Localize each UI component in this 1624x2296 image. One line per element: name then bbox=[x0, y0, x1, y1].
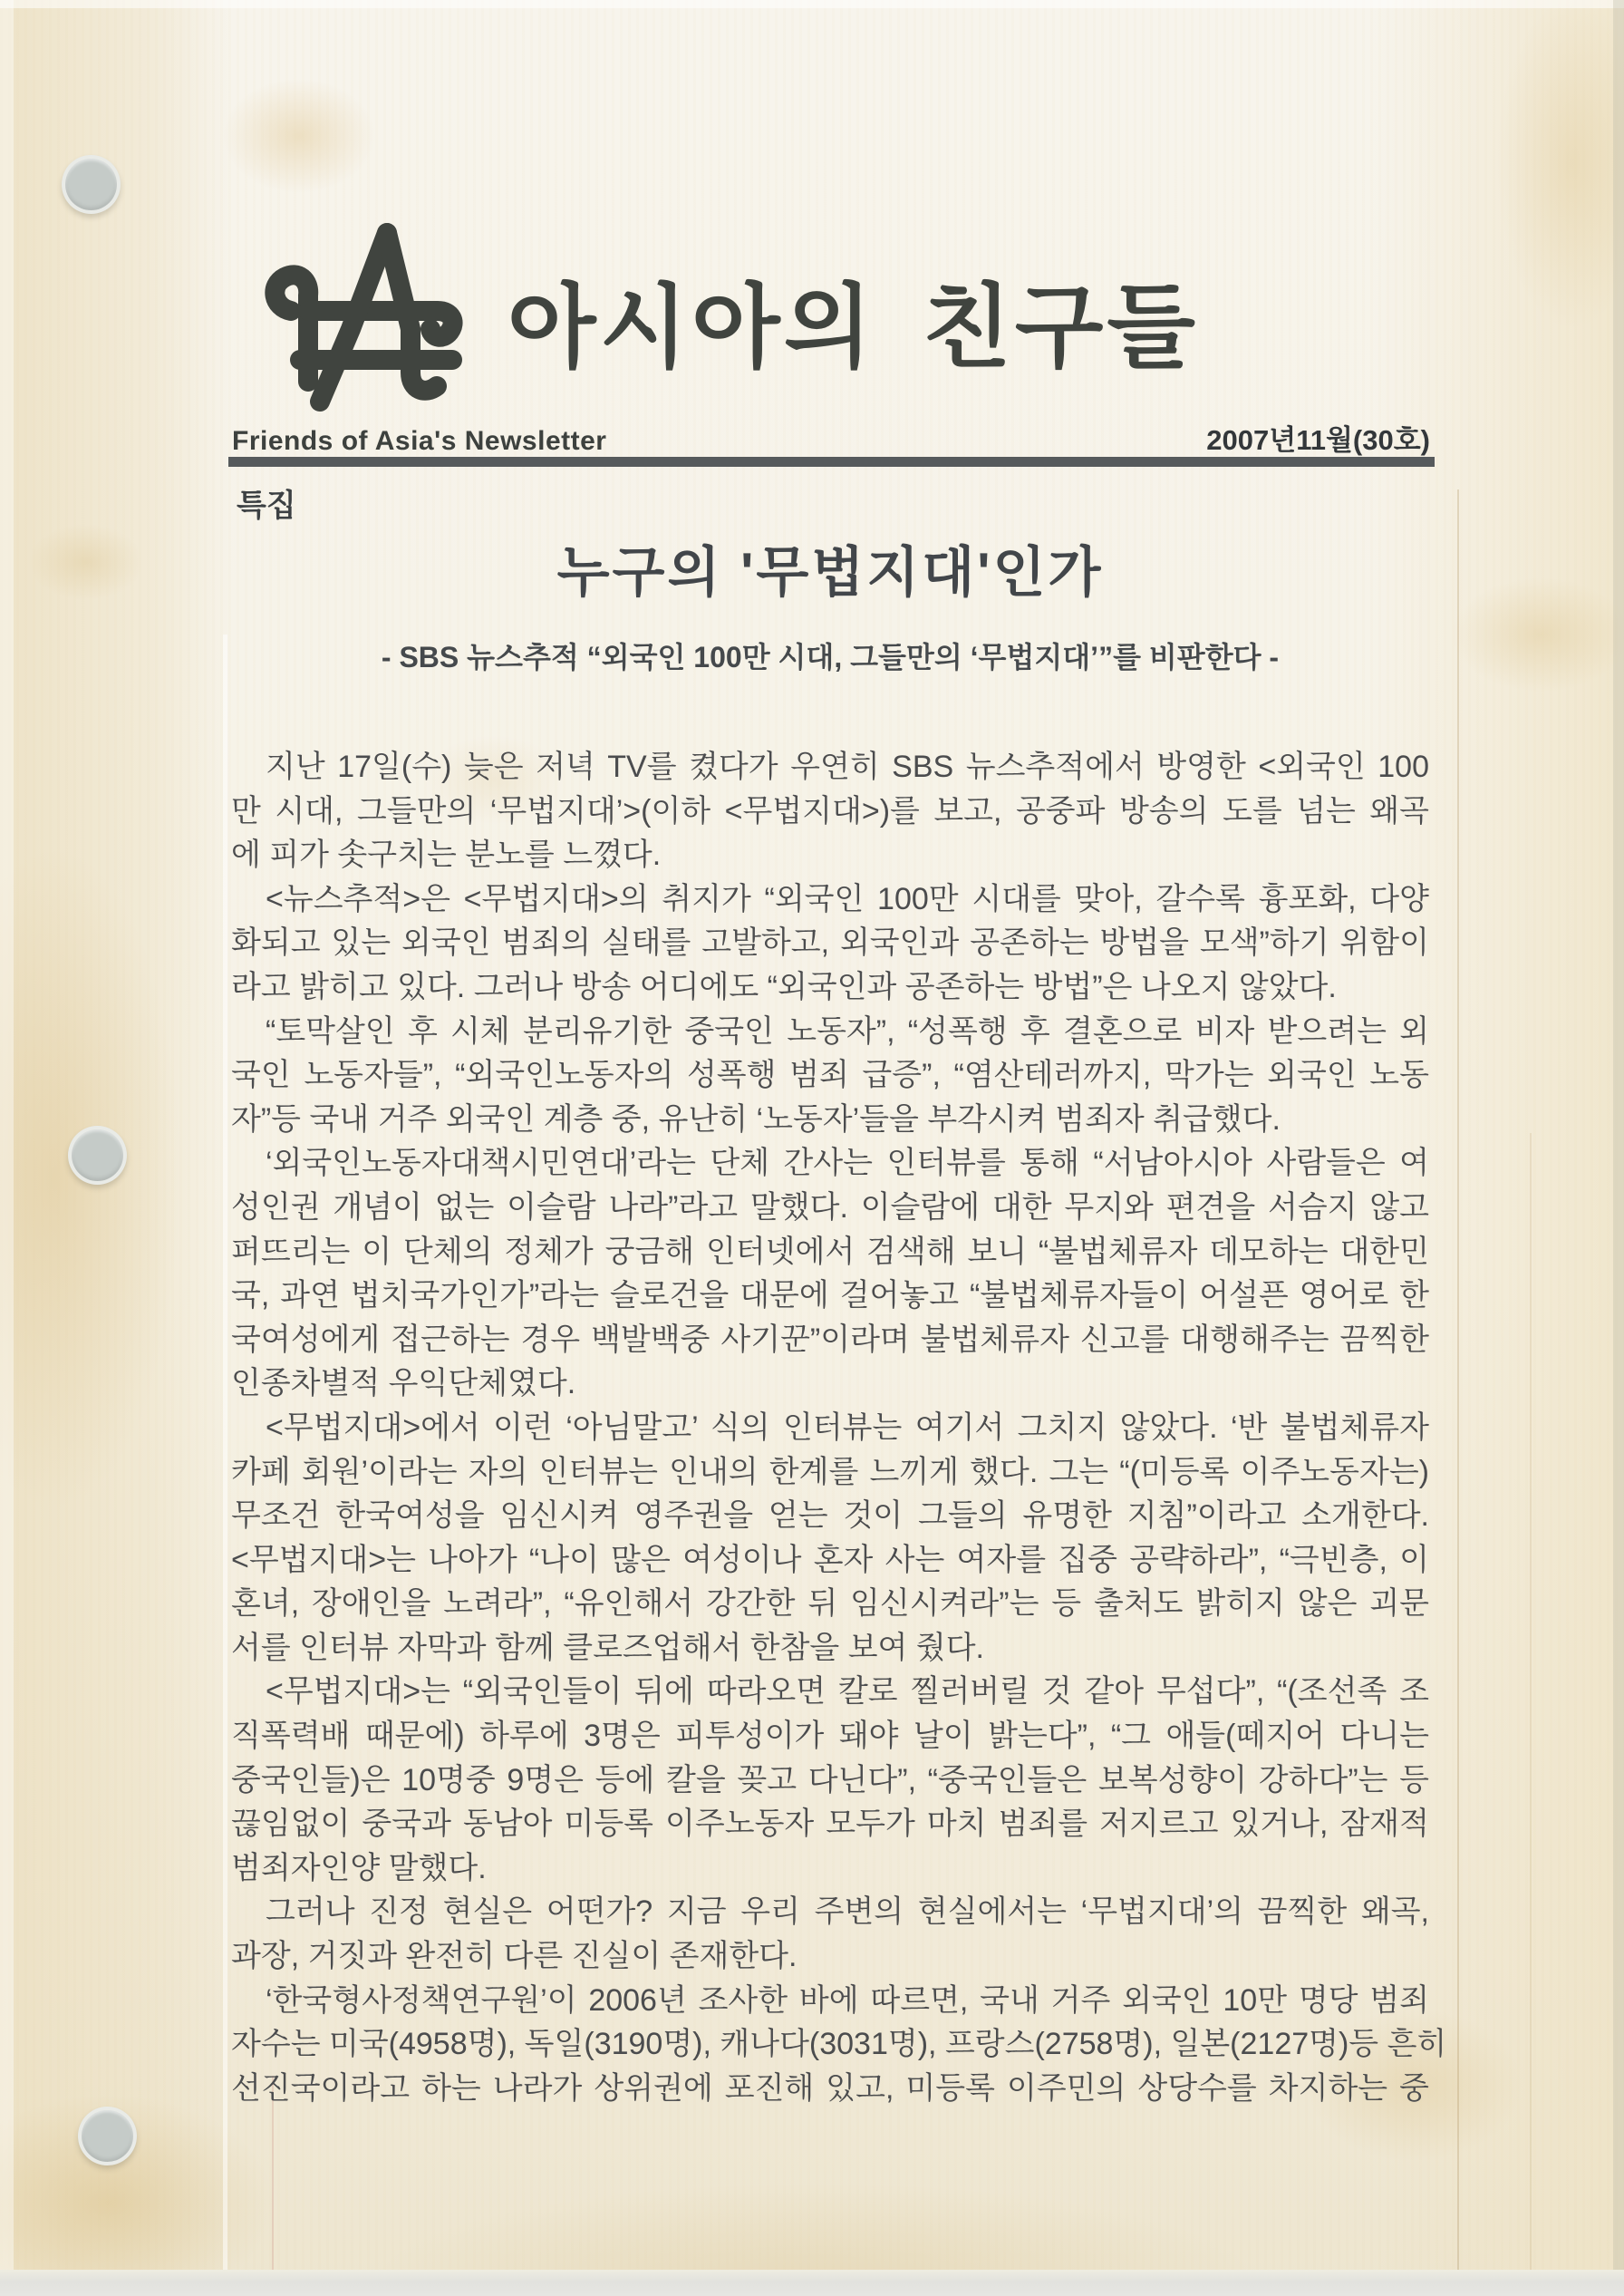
body-line: 자”등 국내 거주 외국인 계층 중, 유난히 ‘노동자’들을 부각시켜 범죄자 취급했다. bbox=[231, 1101, 1281, 1137]
body-line: ‘외국인노동자대책시민연대’라는 단체 간사는 인터뷰를 통해 “서남아시아 사람들은 여 bbox=[266, 1146, 1429, 1181]
scan-edge-left bbox=[0, 0, 14, 2296]
scan-edge-right bbox=[1613, 0, 1624, 2296]
body-line: “토막살인 후 시체 분리유기한 중국인 노동자”, “성폭행 후 결혼으로 비자 받으려는 외 bbox=[266, 1013, 1429, 1049]
masthead-rule bbox=[228, 457, 1435, 467]
scan-edge-top bbox=[0, 0, 1624, 8]
logo-word-friends: 친구들 bbox=[923, 277, 1199, 379]
body-line: 성인권 개념이 없는 이슬람 나라”라고 말했다. 이슬람에 대한 무지와 편견을 서슴지 않고 bbox=[231, 1189, 1429, 1225]
section-label: 특집 bbox=[237, 489, 296, 523]
masthead-row bbox=[232, 417, 1430, 458]
paper-fold-line bbox=[1530, 1133, 1532, 2273]
body-line: 혼녀, 장애인을 노려라”, “유인해서 강간한 뒤 임신시켜라”는 등 출처도 밝히지 않은 괴문 bbox=[231, 1586, 1429, 1622]
newsletter-name: Friends of Asia's Newsletter bbox=[232, 426, 607, 456]
hole-punch-top bbox=[62, 155, 121, 214]
issue-date: 2007년11월(30호) bbox=[1206, 424, 1430, 456]
body-line: 과장, 거짓과 완전히 다른 진실이 존재한다. bbox=[231, 1939, 798, 1974]
body-line: 끊임없이 중국과 동남아 미등록 이주노동자 모두가 마치 범죄를 저지르고 있거나, 잠재적 bbox=[231, 1807, 1429, 1842]
paper-crease bbox=[223, 635, 227, 2275]
scan-edge-bottom bbox=[0, 2270, 1624, 2296]
body-line: 서를 인터뷰 자막과 함께 클로즈업해서 한참을 보여 줬다. bbox=[231, 1630, 984, 1665]
body-line: 에 피가 솟구치는 분노를 느꼈다. bbox=[231, 838, 662, 873]
logo-text bbox=[508, 279, 1199, 378]
body-line: 퍼뜨리는 이 단체의 정체가 궁금해 인터넷에서 검색해 보니 “불법체류자 데모하는 대한민 bbox=[231, 1234, 1429, 1269]
body-line: 국, 과연 법치국가인가”라는 슬로건을 대문에 걸어놓고 “불법체류자들이 어설픈 영어로 한 bbox=[231, 1278, 1429, 1313]
hole-punch-bottom bbox=[78, 2107, 137, 2165]
body-line: 라고 밝히고 있다. 그러나 방송 어디에도 “외국인과 공존하는 방법”은 나오지 않았다. bbox=[231, 969, 1337, 1004]
logo-word-asia: 아시아의 bbox=[508, 277, 876, 379]
body-line: 그러나 진정 현실은 어떤가? 지금 우리 주변의 현실에서는 ‘무법지대’의 끔찍한 왜곡, bbox=[266, 1894, 1429, 1930]
paper-fold-line bbox=[1457, 489, 1459, 2273]
body-line: 화되고 있는 외국인 범죄의 실태를 고발하고, 외국인과 공존하는 방법을 모색”하기 위함이 bbox=[231, 925, 1429, 961]
body-line: <무법지대>는 나아가 “나이 많은 여성이나 혼자 사는 여자를 집중 공략하라”, “극빈층, 이 bbox=[231, 1542, 1429, 1577]
fa-monogram-logo-icon bbox=[260, 220, 507, 417]
article-title: 누구의 '무법지대'인가 bbox=[556, 542, 1104, 603]
body-line: ‘한국형사정책연구원’이 2006년 조사한 바에 따르면, 국내 거주 외국인 10만 명당 범죄 bbox=[266, 1982, 1429, 2018]
body-line: 무조건 한국여성을 임신시켜 영주권을 얻는 것이 그들의 유명한 지침”이라고 소개한다. bbox=[231, 1498, 1429, 1534]
body-line: 국인 노동자들”, “외국인노동자의 성폭행 범죄 급증”, “염산테러까지, 막가는 외국인 노동 bbox=[231, 1058, 1429, 1093]
body-line: 카페 회원’이라는 자의 인터뷰는 인내의 한계를 느끼게 했다. 그는 “(미등록 이주노동자는) bbox=[231, 1454, 1429, 1489]
body-line: 만 시대, 그들만의 ‘무법지대’>(이하 <무법지대>)를 보고, 공중파 방송의 도를 넘는 왜곡 bbox=[231, 793, 1429, 828]
body-line: <무법지대>에서 이런 ‘아님말고’ 식의 인터뷰는 여기서 그치지 않았다. ‘반 불법체류자 bbox=[266, 1410, 1429, 1445]
body-line: 직폭력배 때문에) 하루에 3명은 피투성이가 돼야 날이 밝는다”, “그 애들(떼지어 다니는 bbox=[231, 1719, 1429, 1754]
body-line: 중국인들)은 10명중 9명은 등에 칼을 꽂고 다닌다”, “중국인들은 보복성향이 강하다”는 등 bbox=[231, 1762, 1429, 1797]
body-line: 인종차별적 우익단체였다. bbox=[231, 1366, 576, 1401]
body-line: 국여성에게 접근하는 경우 백발백중 사기꾼”이라며 불법체류자 신고를 대행해주는 끔찍한 bbox=[231, 1322, 1429, 1357]
article-subtitle: - SBS 뉴스추적 “외국인 100만 시대, 그들만의 ‘무법지대’”를 비판한다 - bbox=[381, 641, 1280, 673]
body-line: 자수는 미국(4958명), 독일(3190명), 캐나다(3031명), 프랑스(2758명), 일본(2127명)등 흔히 bbox=[231, 2027, 1447, 2062]
body-text bbox=[231, 745, 1447, 2110]
hole-punch-middle bbox=[68, 1126, 127, 1185]
body-line: 범죄자인양 말했다. bbox=[231, 1850, 487, 1885]
body-line: 선진국이라고 하는 나라가 상위권에 포진해 있고, 미등록 이주민의 상당수를 차지하는 중 bbox=[231, 2070, 1429, 2106]
body-line: <무법지대>는 “외국인들이 뒤에 따라오면 칼로 찔러버릴 것 같아 무섭다”, “(조선족 조 bbox=[266, 1674, 1429, 1710]
body-line: 지난 17일(수) 늦은 저녁 TV를 켰다가 우연히 SBS 뉴스추적에서 방영한 <외국인 100 bbox=[266, 750, 1429, 784]
body-line: <뉴스추적>은 <무법지대>의 취지가 “외국인 100만 시대를 맞아, 갈수록 흉포화, 다양 bbox=[266, 881, 1429, 916]
